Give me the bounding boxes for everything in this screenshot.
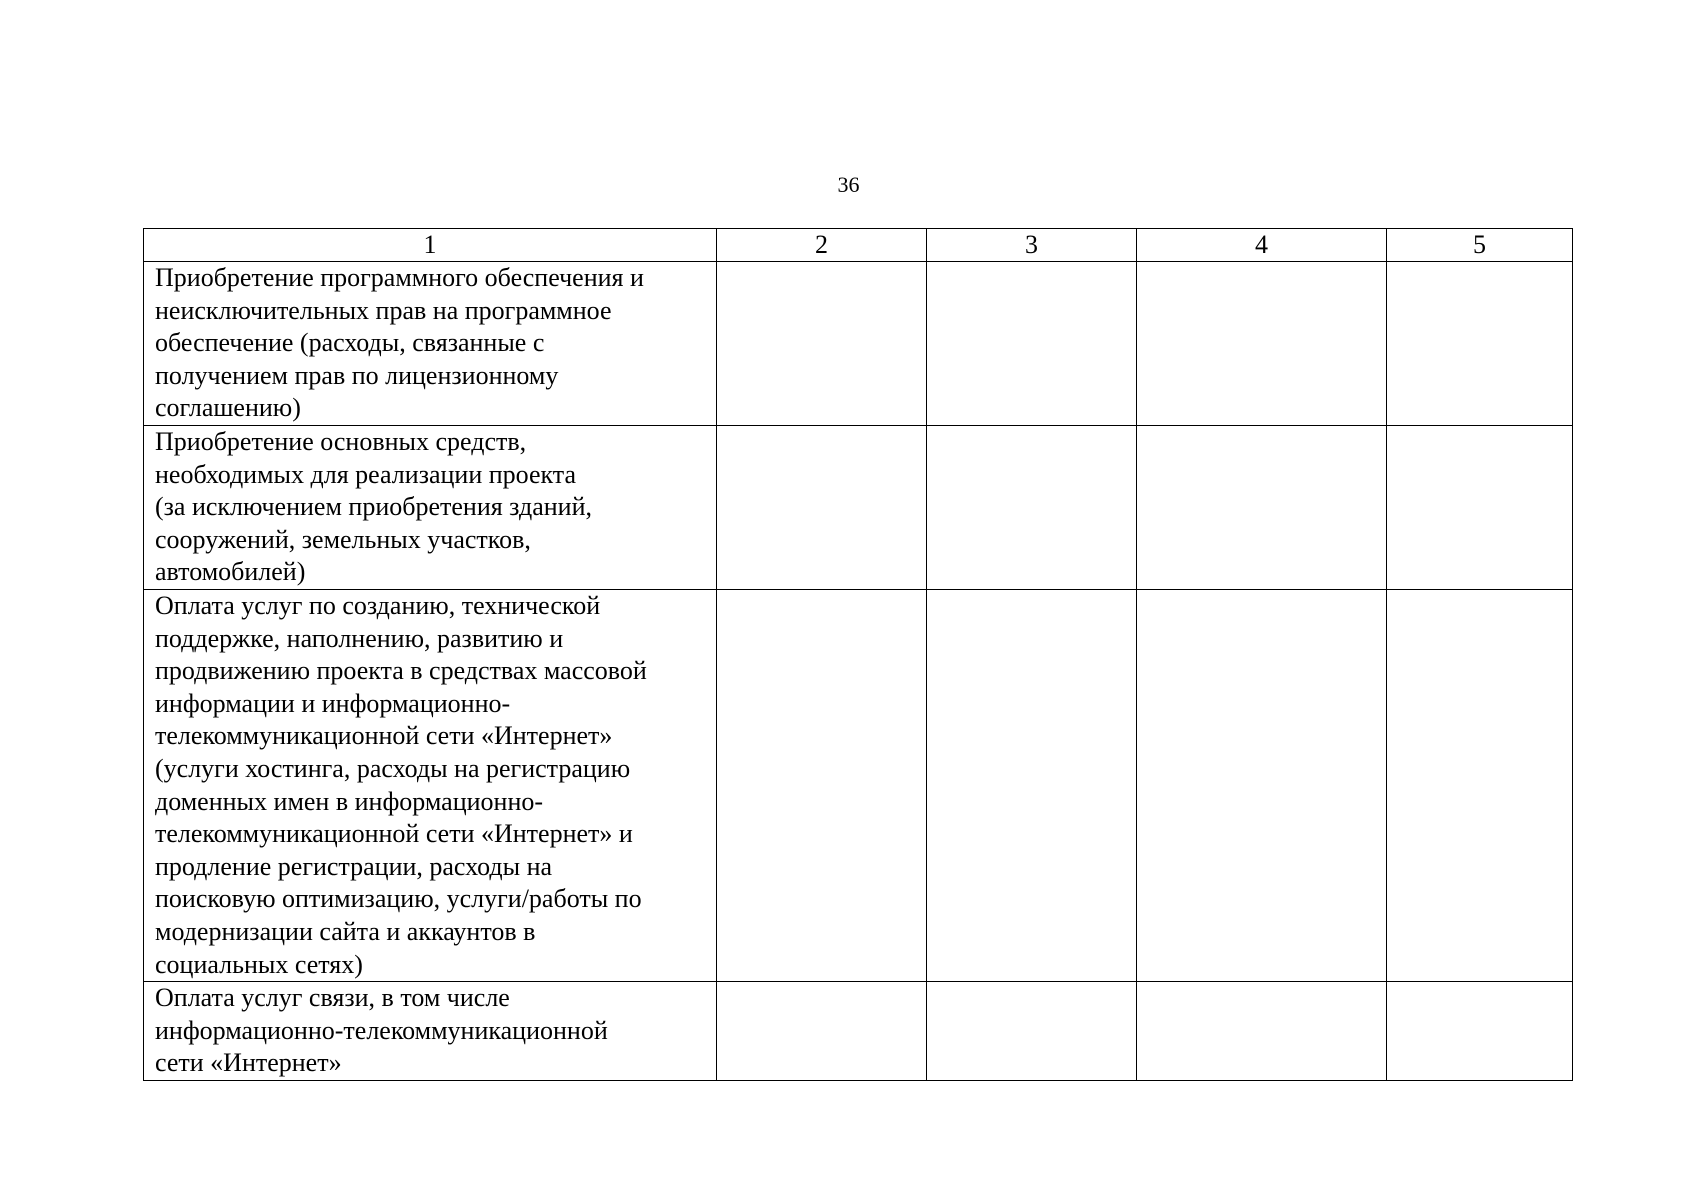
page-number: 36 <box>837 172 860 197</box>
table-cell <box>927 982 1137 1081</box>
table-cell <box>927 426 1137 590</box>
table-cell <box>1137 426 1387 590</box>
table-cell <box>1137 982 1387 1081</box>
table-cell <box>1387 426 1573 590</box>
row-description: Оплата услуг по созданию, технической поддержке, наполнению, развитию и продвижению проекта в средствах массовой информации и информационно- телекоммуникационной сети «Интернет» (услуги хостинга, расходы на регистрацию доменных имен в информационно- телекоммуникационной сети «Интернет» и продление регистрации, расходы на поисковую оптимизацию, услуги/работы по модернизации сайта и аккаунтов в социальных сетях) <box>144 590 717 982</box>
table-cell <box>1387 262 1573 426</box>
table-cell <box>717 982 927 1081</box>
expenses-table <box>143 228 1573 1081</box>
column-header-4: 4 <box>1137 229 1387 262</box>
table-cell <box>1387 590 1573 982</box>
table-cell <box>717 262 927 426</box>
table-cell <box>1137 590 1387 982</box>
table-cell <box>717 590 927 982</box>
column-header-5: 5 <box>1387 229 1573 262</box>
table-row <box>144 982 1573 1081</box>
table-row <box>144 426 1573 590</box>
header-row <box>144 229 1573 262</box>
table-header <box>144 229 1573 262</box>
column-header-2: 2 <box>717 229 927 262</box>
table-cell <box>1387 982 1573 1081</box>
row-description: Приобретение основных средств, необходимых для реализации проекта (за исключением приобретения зданий, сооружений, земельных участков, автомобилей) <box>144 426 717 590</box>
column-header-3: 3 <box>927 229 1137 262</box>
table-cell <box>1137 262 1387 426</box>
row-description: Оплата услуг связи, в том числе информационно-телекоммуникационной сети «Интернет» <box>144 982 717 1081</box>
table-body <box>144 262 1573 1081</box>
table-row <box>144 590 1573 982</box>
column-header-1: 1 <box>144 229 717 262</box>
table-cell <box>717 426 927 590</box>
table-cell <box>927 262 1137 426</box>
row-description: Приобретение программного обеспечения и неисключительных прав на программное обеспечение (расходы, связанные с получением прав по лицензионному соглашению) <box>144 262 717 426</box>
table-row <box>144 262 1573 426</box>
table-cell <box>927 590 1137 982</box>
